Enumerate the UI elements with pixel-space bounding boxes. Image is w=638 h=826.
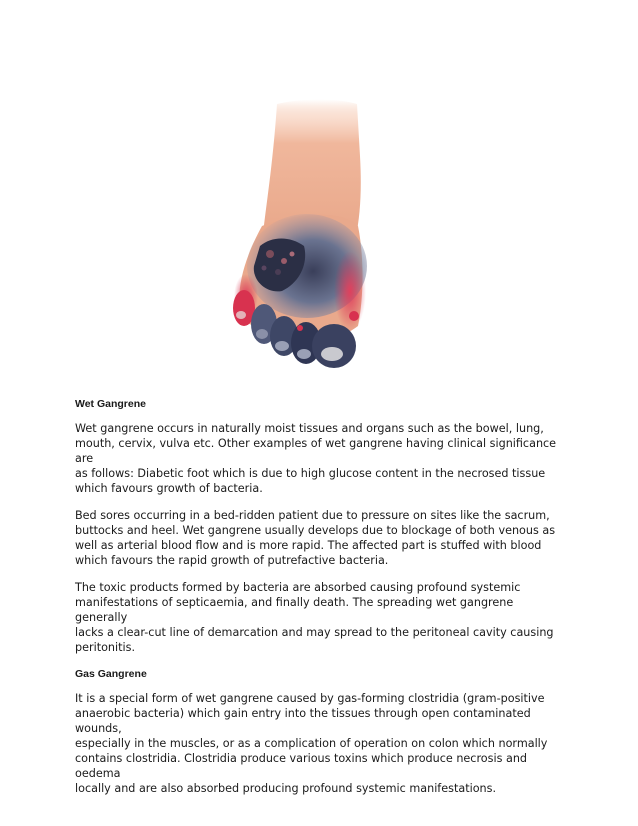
paragraph: The toxic products formed by bacteria are absorbed causing profound systemic manifestations of septicaemia, and finally death. The spreading wet gangrene generally lacks a clear-cut line of demarcation and may spread to the peritoneal cavity causing peritonitis. bbox=[75, 581, 554, 654]
gangrenous-foot-illustration bbox=[222, 96, 372, 371]
paragraph: Bed sores occurring in a bed-ridden patient due to pressure on sites like the sacrum, buttocks and heel. Wet gangrene usually develops due to blockage of both venous as well as arterial blood flow and is more rapid. The affected part is stuffed with blood which favours the rapid growth of putrefactive bacteria. bbox=[75, 509, 556, 567]
article-content bbox=[75, 397, 565, 808]
section-heading-wet-gangrene: Wet Gangrene bbox=[75, 398, 146, 410]
paragraph: Wet gangrene occurs in naturally moist tissues and organs such as the bowel, lung, mouth, cervix, vulva etc. Other examples of wet gangrene having clinical significance are as follows: Diabetic foot which is due to high glucose content in the necrosed tissue which favours growth of bacteria. bbox=[75, 422, 557, 495]
paragraph: It is a special form of wet gangrene caused by gas-forming clostridia (gram-positive anaerobic bacteria) which gain entry into the tissues through open contaminated wounds, especially in the muscles, or as a complication of operation on colon which normally contains clostridia. Clostridia produce various toxins which produce necrosis and oedema locally and are also absorbed producing profound systemic manifestations. bbox=[75, 692, 548, 795]
section-heading-gas-gangrene: Gas Gangrene bbox=[75, 668, 147, 680]
